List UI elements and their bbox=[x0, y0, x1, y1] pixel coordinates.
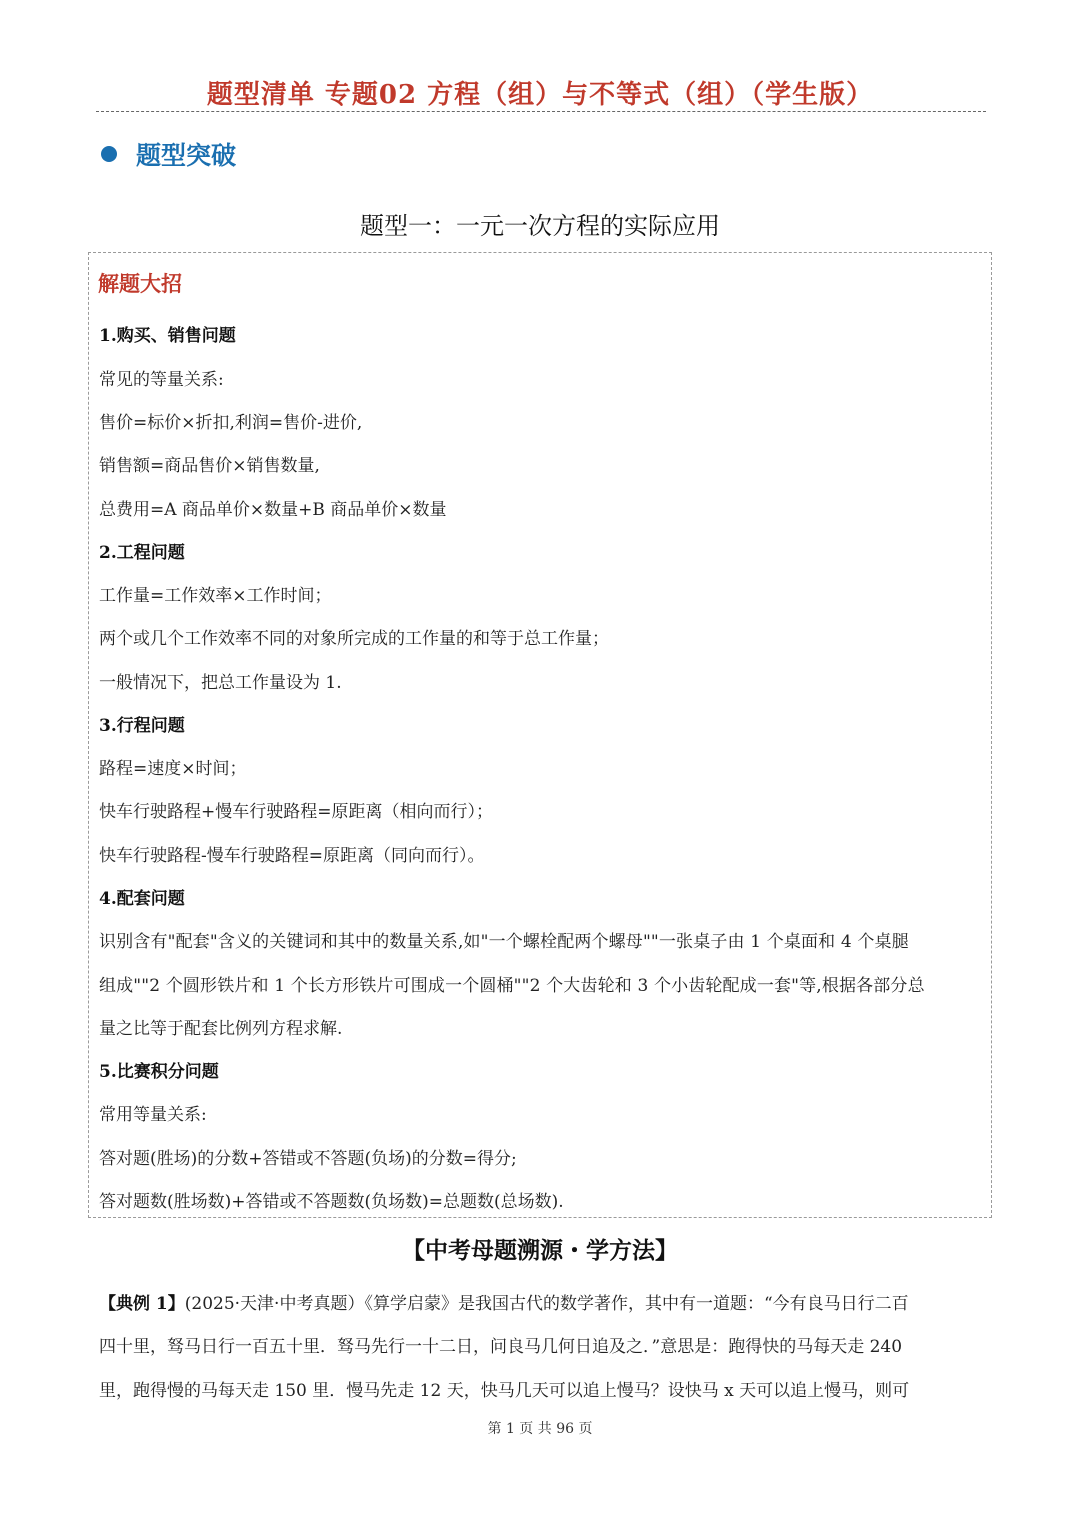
example-tag: 【典例 1】 bbox=[99, 1294, 185, 1314]
method-line: 组成""2 个圆形铁片和 1 个长方形铁片可围成一个圆桶""2 个大齿轮和 3 个小齿轮配成一套"等,根据各部分总 bbox=[99, 976, 925, 996]
bullet-dot-icon bbox=[101, 146, 117, 162]
method-line: 答对题(胜场)的分数+答错或不答题(负场)的分数=得分; bbox=[99, 1149, 517, 1169]
example-line-1 bbox=[99, 1289, 909, 1314]
method-line: 常用等量关系: bbox=[99, 1105, 207, 1125]
section-heading: 题型突破 bbox=[136, 141, 237, 170]
header-divider bbox=[96, 111, 986, 112]
example-line-3: 里，跑得慢的马每天走 150 里．慢马先走 12 天，快马几天可以追上慢马？设快马 x 天可以追上慢马，则可 bbox=[99, 1381, 910, 1401]
method-box-title: 解题大招 bbox=[98, 272, 182, 296]
method-line: 销售额=商品售价×销售数量, bbox=[99, 456, 320, 476]
method-line: 识别含有"配套"含义的关键词和其中的数量关系,如"一个螺栓配两个螺母""一张桌子由 1 个桌面和 4 个桌腿 bbox=[99, 932, 909, 952]
method-line: 总费用=A 商品单价×数量+B 商品单价×数量 bbox=[99, 500, 447, 520]
method-heading-engineering: 2.工程问题 bbox=[99, 543, 185, 563]
method-heading-purchase: 1.购买、销售问题 bbox=[99, 326, 236, 346]
example-text: (2025·天津·中考真题）《算学启蒙》是我国古代的数学著作，其中有一道题：“今有良马日行二百 bbox=[184, 1294, 909, 1314]
method-line: 量之比等于配套比例列方程求解. bbox=[99, 1019, 343, 1039]
method-heading-matching: 4.配套问题 bbox=[99, 889, 185, 909]
method-line: 售价=标价×折扣,利润=售价-进价, bbox=[99, 413, 363, 433]
method-heading-scoring: 5.比赛积分问题 bbox=[99, 1062, 219, 1082]
document-title: 题型清单 专题02 方程（组）与不等式（组）（学生版） bbox=[206, 80, 874, 110]
method-line: 一般情况下，把总工作量设为 1. bbox=[99, 673, 342, 693]
method-line: 快车行驶路程+慢车行驶路程=原距离（相向而行）； bbox=[99, 802, 493, 822]
method-line: 答对题数(胜场数)+答错或不答题数(负场数)=总题数(总场数). bbox=[99, 1192, 564, 1212]
method-line: 快车行驶路程-慢车行驶路程=原距离（同向而行）。 bbox=[99, 846, 485, 866]
method-line: 常见的等量关系: bbox=[99, 370, 224, 390]
example-line-2: 四十里，驽马日行一百五十里．驽马先行一十二日，问良马几何日追及之．”意思是：跑得快的马每天走 240 bbox=[99, 1337, 903, 1357]
method-line: 路程=速度×时间； bbox=[99, 759, 247, 779]
question-type-title: 题型一：一元一次方程的实际应用 bbox=[360, 212, 720, 240]
method-line: 两个或几个工作效率不同的对象所完成的工作量的和等于总工作量； bbox=[99, 629, 609, 649]
method-line: 工作量=工作效率×工作时间； bbox=[99, 586, 332, 606]
method-box bbox=[88, 252, 992, 1218]
method-heading-travel: 3.行程问题 bbox=[99, 716, 185, 736]
subsection-title: 【中考母题溯源・学方法】 bbox=[402, 1238, 678, 1264]
page-number: 第 1 页 共 96 页 bbox=[487, 1421, 593, 1437]
